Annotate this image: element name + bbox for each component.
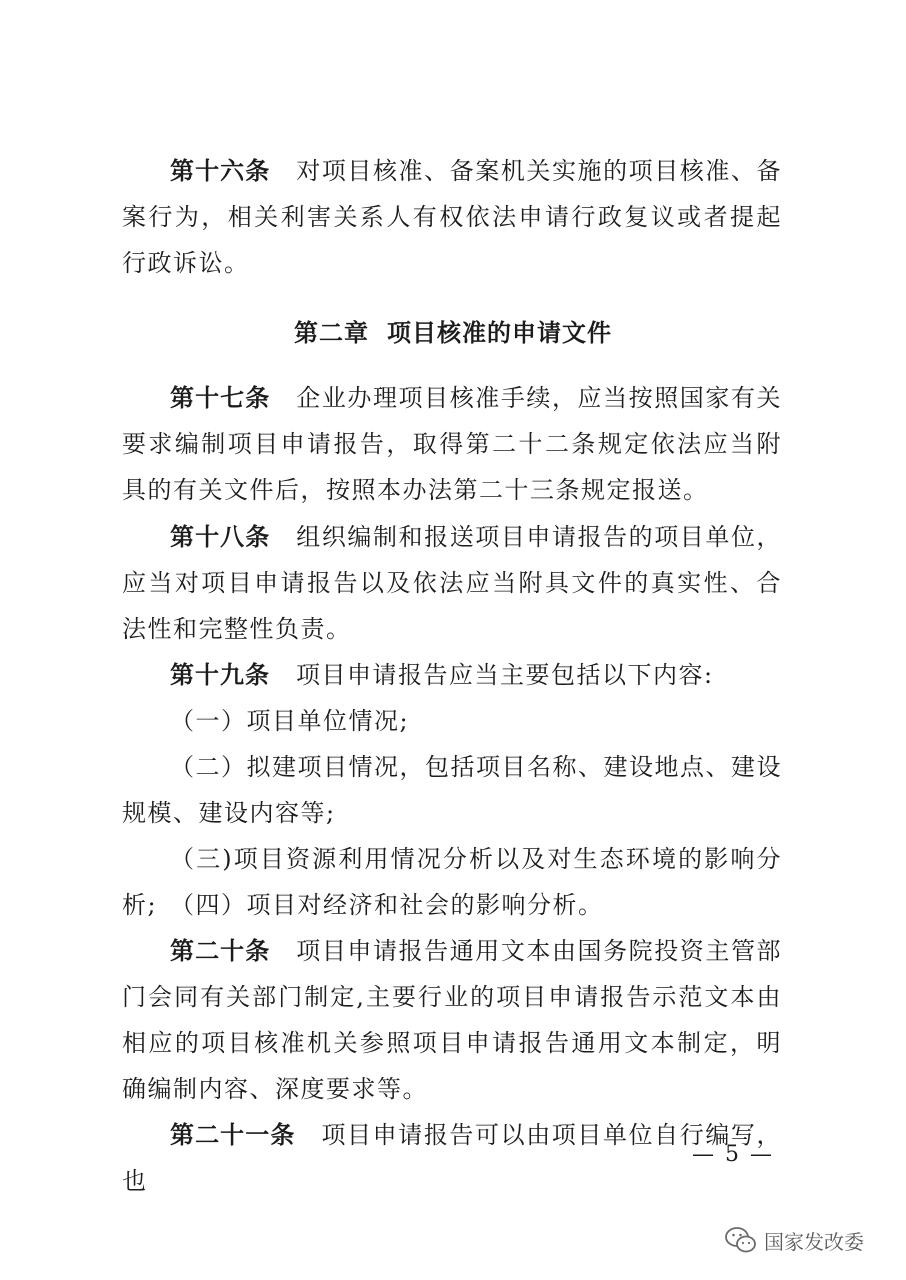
article-20-label: 第二十条 [170,937,271,965]
article-20 [122,928,782,1112]
article-19-label: 第十九条 [170,661,270,689]
article-19-item-1: （一）项目单位情况; [170,707,410,735]
article-18 [122,514,782,652]
article-18-label: 第十八条 [170,523,271,551]
watermark [724,1222,864,1258]
article-17-label: 第十七条 [170,384,271,412]
watermark-text: 国家发改委 [764,1229,864,1254]
article-18-text: 组织编制和报送项目申请报告的项目单位，应当对项目申请报告以及依法应当附具文件的真实性、合法性和完整性负责。 [122,523,783,643]
article-19-item-4: （四）项目对经济和社会的影响分析。 [170,891,604,919]
article-16 [122,148,782,286]
article-19 [122,652,782,698]
article-21-text: 项目申请报告可以由项目单位自行编写，也 [122,1121,783,1195]
article-21-label: 第二十一条 [170,1121,296,1149]
article-19-item-3: （三)项目资源利用情况分析以及对生态环境的影响分析; [122,845,782,919]
wechat-icon [724,1225,758,1255]
chapter-title: 项目核准的申请文件 [387,319,612,347]
chapter-number: 第二章 [294,319,369,347]
chapter-heading [0,310,906,356]
article-16-text: 对项目核准、备案机关实施的项目核准、备案行为，相关利害关系人有权依法申请行政复议或者提起行政诉讼。 [122,157,783,277]
article-19-text: 项目申请报告应当主要包括以下内容: [296,661,714,689]
article-16-label: 第十六条 [170,157,271,185]
article-20-text: 项目申请报告通用文本由国务院投资主管部门会同有关部门制定,主要行业的项目申请报告示范文本由相应的项目核准机关参照项目申请报告通用文本制定，明确编制内容、深度要求等。 [122,937,783,1103]
page-number: — 5 — [692,1142,774,1167]
article-19-item-2: （二）拟建项目情况，包括项目名称、建设地点、建设规模、建设内容等; [122,753,782,827]
article-21 [122,1112,782,1204]
article-17 [122,375,782,513]
article-17-text: 企业办理项目核准手续，应当按照国家有关要求编制项目申请报告，取得第二十二条规定依法应当附具的有关文件后，按照本办法第二十三条规定报送。 [122,384,783,504]
